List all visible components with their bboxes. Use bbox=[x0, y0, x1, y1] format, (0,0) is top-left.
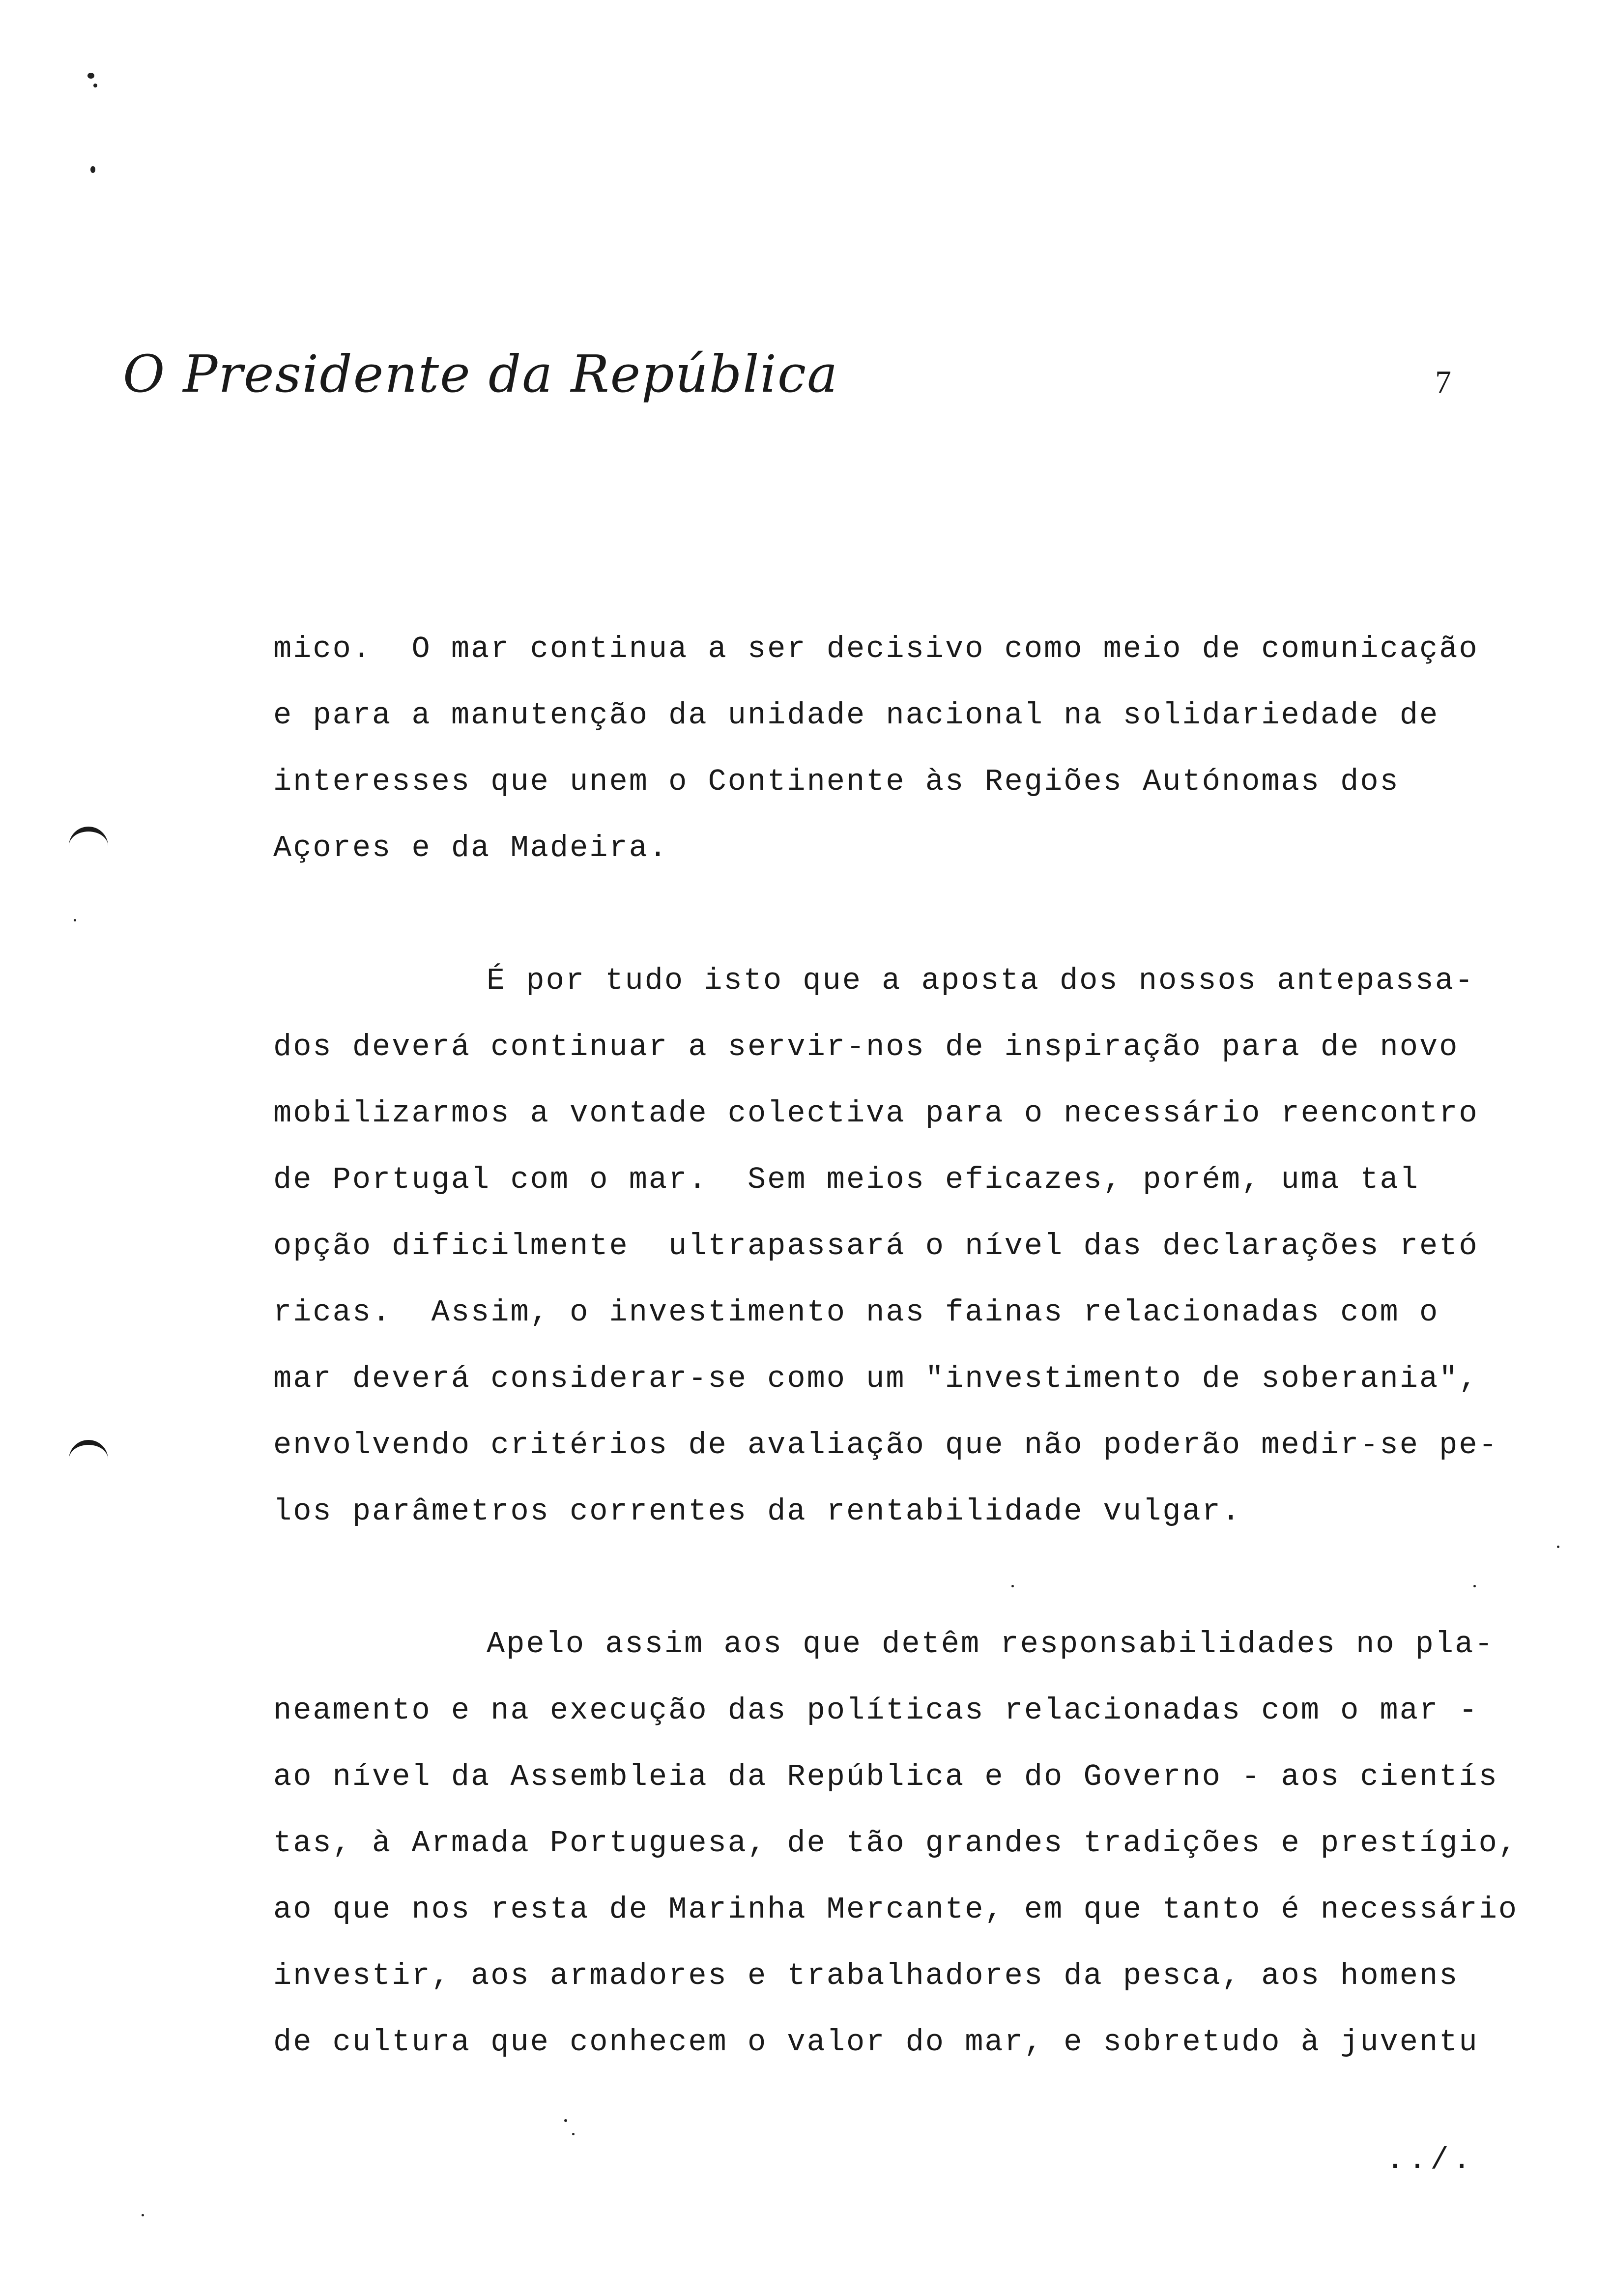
letterhead-title: O Presidente da República bbox=[123, 344, 839, 404]
text-line: e para a manutenção da unidade nacional na solidariedade de bbox=[273, 698, 1439, 733]
text-line: Açores e da Madeira. bbox=[273, 831, 669, 865]
scan-speck bbox=[90, 166, 95, 173]
text-line: ao que nos resta de Marinha Mercante, em que tanto é necessário bbox=[273, 1892, 1518, 1927]
scan-speck bbox=[93, 84, 97, 87]
text-line: opção dificilmente ultrapassará o nível das declarações retó bbox=[273, 1229, 1479, 1263]
scan-speck bbox=[1473, 1585, 1476, 1587]
text-line: interesses que unem o Continente às Regiões Autónomas dos bbox=[273, 764, 1400, 799]
text-line: envolvendo critérios de avaliação que não poderão medir-se pe- bbox=[273, 1428, 1498, 1463]
text-line: de cultura que conhecem o valor do mar, e sobretudo à juventu bbox=[273, 2025, 1479, 2060]
text-line: dos deverá continuar a servir-nos de inspiração para de novo bbox=[273, 1030, 1459, 1064]
text-line: ao nível da Assembleia da República e do Governo - aos cientís bbox=[273, 1759, 1498, 1794]
text-line: Apelo assim aos que detêm responsabilidades no pla- bbox=[487, 1627, 1495, 1662]
text-line: ricas. Assim, o investimento nas fainas relacionadas com o bbox=[273, 1295, 1439, 1330]
scan-speck bbox=[142, 2214, 144, 2216]
scan-speck bbox=[1557, 1546, 1559, 1548]
page-number: 7 bbox=[1435, 364, 1451, 400]
punch-hole-mark bbox=[69, 1440, 108, 1464]
scan-speck bbox=[564, 2119, 567, 2122]
scan-speck bbox=[74, 919, 76, 921]
text-line: mico. O mar continua a ser decisivo como meio de comunicação bbox=[273, 631, 1479, 666]
text-line: É por tudo isto que a aposta dos nossos antepassa- bbox=[487, 963, 1475, 998]
text-line: investir, aos armadores e trabalhadores da pesca, aos homens bbox=[273, 1958, 1459, 1993]
text-line: neamento e na execução das políticas relacionadas com o mar - bbox=[273, 1693, 1479, 1728]
text-line: mar deverá considerar-se como um "investimento de soberania", bbox=[273, 1361, 1479, 1396]
scan-speck bbox=[1011, 1585, 1014, 1587]
scan-speck bbox=[572, 2133, 575, 2135]
text-line: los parâmetros correntes da rentabilidade vulgar. bbox=[273, 1494, 1242, 1529]
text-line: de Portugal com o mar. Sem meios eficazes, porém, uma tal bbox=[273, 1162, 1419, 1197]
punch-hole-mark bbox=[69, 827, 108, 851]
text-line: tas, à Armada Portuguesa, de tão grandes tradições e prestígio, bbox=[273, 1826, 1518, 1861]
text-line: mobilizarmos a vontade colectiva para o necessário reencontro bbox=[273, 1096, 1479, 1131]
continuation-mark: ../. bbox=[1386, 2143, 1475, 2178]
scan-speck bbox=[87, 73, 94, 79]
